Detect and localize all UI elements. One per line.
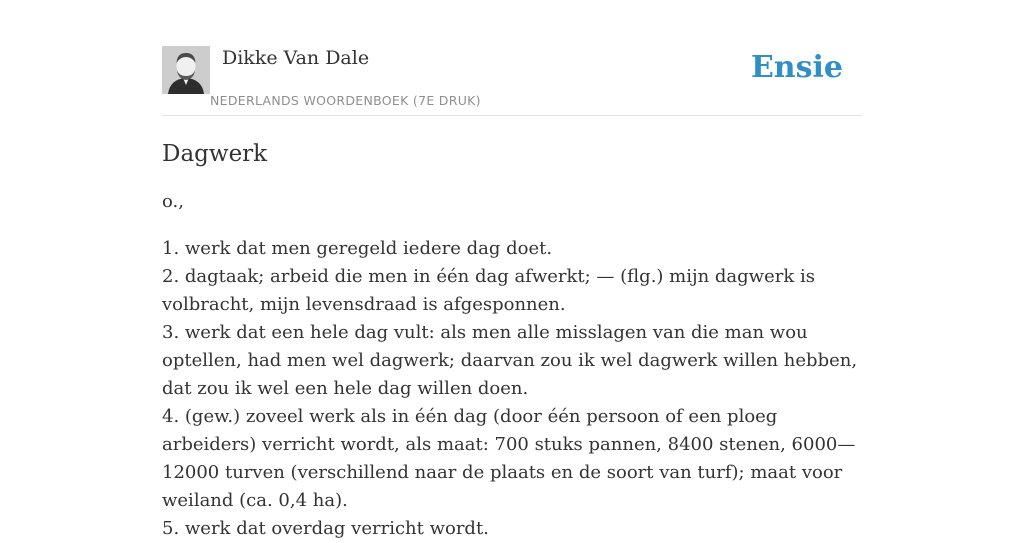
definition-item: 5. werk dat overdag verricht wordt. xyxy=(162,518,489,539)
definition-list xyxy=(162,235,872,543)
dictionary-author[interactable]: Dikke Van Dale xyxy=(222,47,370,69)
definition-item: 4. (gew.) zoveel werk als in één dag (door één persoon of een ploeg arbeiders) verricht wordt, als maat: 700 stuks pannen, 8400 stenen, 6000—12000 turven (verschillend naar de plaats en de soort van turf); maat voor weiland (ca. 0,4 ha). xyxy=(162,406,856,511)
dictionary-header xyxy=(162,46,862,116)
author-portrait-image xyxy=(162,46,210,94)
definition-item: 2. dagtaak; arbeid die men in één dag afwerkt; — (flg.) mijn dagwerk is volbracht, mijn levensdraad is afgesponnen. xyxy=(162,266,815,315)
definition-item: 3. werk dat een hele dag vult: als men alle misslagen van die man wou optellen, had men wel dagwerk; daarvan zou ik wel dagwerk willen hebben, dat zou ik wel een hele dag willen doen. xyxy=(162,322,858,399)
author-avatar[interactable] xyxy=(162,46,210,94)
entry-headword: Dagwerk xyxy=(162,141,268,167)
entry-grammar: o., xyxy=(162,191,184,212)
dictionary-subtitle[interactable]: NEDERLANDS WOORDENBOEK (7E DRUK) xyxy=(210,93,481,108)
ensie-logo[interactable]: Ensie xyxy=(750,50,843,85)
entry-content xyxy=(162,136,872,543)
definition-item: 1. werk dat men geregeld iedere dag doet. xyxy=(162,238,553,259)
